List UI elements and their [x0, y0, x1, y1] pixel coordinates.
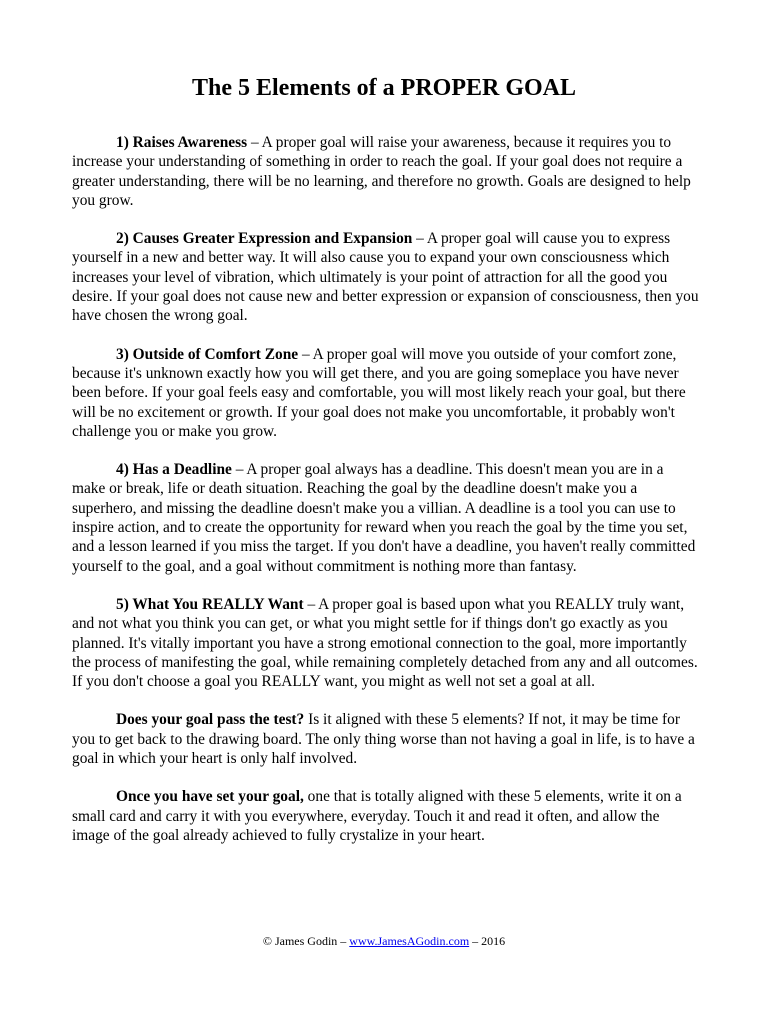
paragraph-text: – A proper goal will raise your awareness, because it requires you to increase your understanding of something in order to reach the goal. If your goal does not require a greater understanding, there will be no learning, and therefore no growth. Goals are designed to help you grow. — [72, 134, 691, 209]
paragraph-heading: 5) What You REALLY Want — [116, 595, 304, 613]
paragraph-really-want — [72, 595, 700, 691]
footer-website-link[interactable]: www.JamesAGodin.com — [349, 934, 470, 948]
page-title: The 5 Elements of a PROPER GOAL — [192, 75, 576, 101]
footer-copyright: © James Godin – — [262, 934, 350, 948]
paragraph-text: one that is totally aligned with these 5 elements, write it on a small card and carry it with you everywhere, everyday. Touch it and read it often, and allow the image of the goal already achieved to fully crystalize in your heart. — [72, 788, 682, 844]
paragraph-heading: 4) Has a Deadline — [116, 461, 232, 479]
footer-year: – 2016 — [469, 934, 506, 948]
paragraph-heading: 1) Raises Awareness — [116, 134, 248, 151]
paragraph-heading: 2) Causes Greater Expression and Expansion — [116, 230, 413, 248]
paragraph-text: Is it aligned with these 5 elements? If not, it may be time for you to get back to the drawing board. The only thing worse than not having a goal in life, is to have a goal in which your heart is only half involved. — [72, 711, 695, 768]
paragraph-heading: Once you have set your goal, — [116, 788, 304, 806]
paragraph-text: – A proper goal always has a deadline. This doesn't mean you are in a make or break, life or death situation. Reaching the goal by the deadline doesn't make you a superhero, and missing the deadline doesn't make you a villian. A deadline is a tool you can use to inspire action, and to create the opportunity for reward when you reach the goal by the time you set, and a lesson learned if you miss the target. If you don't have a deadline, you haven't really committed yourself to the goal, and a goal without commitment is nothing more than fantasy. — [72, 461, 696, 575]
paragraph-text: – A proper goal is based upon what you REALLY truly want, and not what you think you can get, or what you might settle for if things don't go exactly as you planned. It's vitally important you have a strong emotional connection to the goal, more importantly the process of manifesting the goal, while remaining completely detached from any and all outcomes. If you don't choose a goal you REALLY want, you might as well not set a goal at all. — [72, 595, 698, 691]
document-body — [72, 133, 700, 864]
page-footer — [0, 933, 768, 949]
paragraph-set-your-goal — [72, 787, 700, 845]
paragraph-pass-the-test — [72, 710, 700, 768]
paragraph-raises-awareness — [72, 133, 700, 210]
paragraph-expression-expansion — [72, 229, 700, 325]
paragraph-heading: Does your goal pass the test? — [116, 711, 305, 729]
paragraph-text: – A proper goal will move you outside of your comfort zone, because it's unknown exactly how you will get there, and you are going someplace you have never been before. If your goal feels easy and comfortable, you will most likely reach your goal, but there will be no excitement or growth. If your goal does not make you uncomfortable, it probably won't challenge you or make you grow. — [72, 345, 686, 440]
paragraph-text: – A proper goal will cause you to express yourself in a new and better way. It will also cause you to expand your own consciousness which increases your level of vibration, which ultimately is your point of attraction for all the good you desire. If your goal does not cause new and better expression or expansion of consciousness, then you have chosen the wrong goal. — [72, 230, 699, 325]
paragraph-deadline — [72, 460, 700, 576]
paragraph-comfort-zone — [72, 345, 700, 441]
paragraph-heading: 3) Outside of Comfort Zone — [116, 345, 299, 363]
